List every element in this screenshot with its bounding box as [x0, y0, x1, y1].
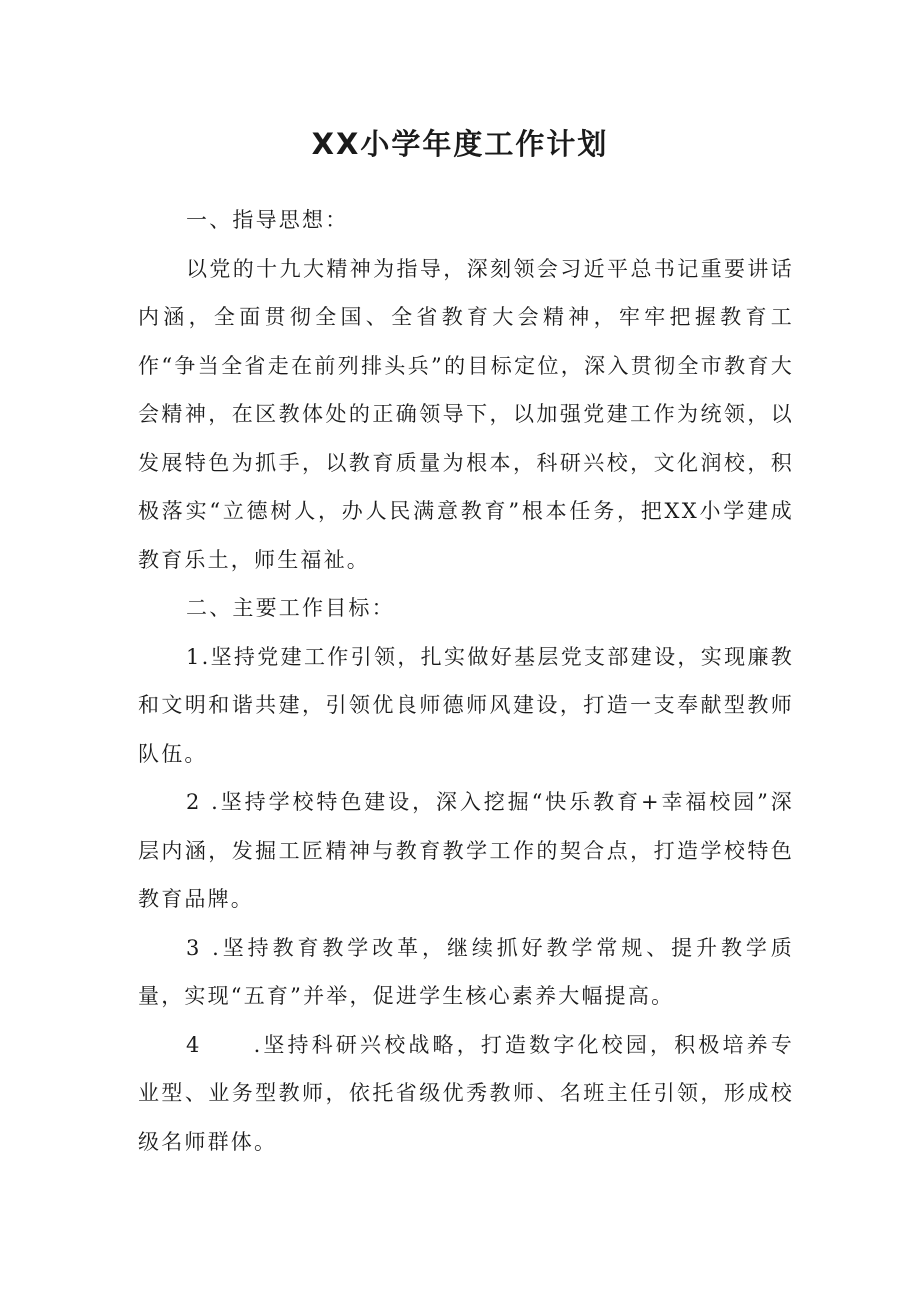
goal-number: 3 [186, 935, 202, 960]
goal-number: 2 [186, 790, 202, 814]
paragraph-guiding-ideology: 以党的十九大精神为指导，深刻领会习近平总书记重要讲话内涵，全面贯彻全国、全省教育大会精神，牢牢把握教育工作“争当全省走在前列排头兵”的目标定位，深入贯彻全市教育大会精神，在区教体处的正确领导下，以加强党建工作为统领，以发展特色为抓手，以教育质量为根本，科研兴校，文化润校，积极落实“立德树人，办人民满意教育”根本任务，把XX小学建成教育乐土，师生福祉。 [138, 256, 794, 572]
goal-number: 4 [186, 1032, 202, 1057]
goal-text: .坚持党建工作引领，扎实做好基层党支部建设，实现廉教和文明和谐共建，引领优良师德师风建设，打造一支奉献型教师队伍。 [138, 644, 794, 766]
goal-item-1 [138, 633, 794, 779]
section-heading-main-goals: 二、主要工作目标： [186, 596, 395, 620]
goal-text: .坚持教育教学改革，继续抓好教学常规、提升教学质量，实现“五育”并举，促进学生核心素养大幅提高。 [138, 935, 794, 1008]
goal-item-3 [138, 924, 794, 1021]
goal-item-4 [138, 1021, 794, 1167]
goal-text: .坚持科研兴校战略，打造数字化校园，积极培养专业型、业务型教师，依托省级优秀教师、名班主任引领，形成校级名师群体。 [138, 1032, 794, 1154]
document-body [138, 196, 794, 1166]
section-heading-guiding-ideology: 一、指导思想： [186, 208, 349, 232]
goal-item-2 [138, 778, 794, 924]
document-title: XX小学年度工作计划 [311, 127, 609, 161]
goal-text: .坚持学校特色建设，深入挖掘“快乐教育+幸福校园”深层内涵，发掘工匠精神与教育教学工作的契合点，打造学校特色教育品牌。 [138, 790, 794, 911]
goal-number: 1 [186, 644, 202, 669]
